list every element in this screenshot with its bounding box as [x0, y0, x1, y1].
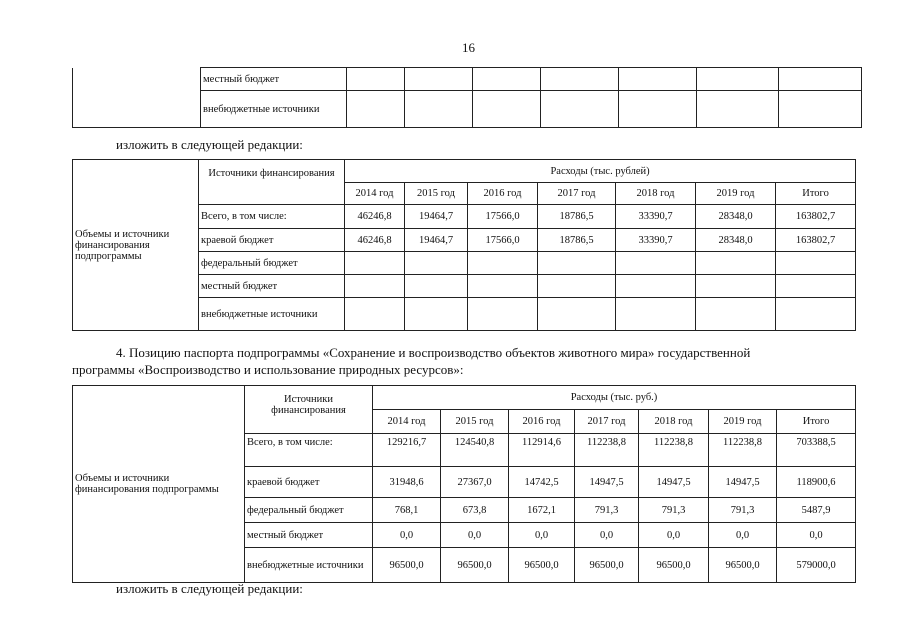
value-cell: 14742,5	[509, 467, 575, 498]
row-label: внебюджетные источники	[245, 548, 373, 583]
value-cell: 579000,0	[777, 548, 856, 583]
paragraph-4-line-2: программы «Воспроизводство и использование природных ресурсов»:	[72, 362, 464, 377]
row-label: краевой бюджет	[245, 467, 373, 498]
value-cell: 33390,7	[616, 229, 696, 252]
redaction-text-2: изложить в следующей редакции:	[116, 581, 303, 596]
paragraph-4-line-1: 4. Позицию паспорта подпрограммы «Сохранение и воспроизводство объектов животного мира» государственной	[116, 345, 751, 360]
value-cell: 46246,8	[345, 229, 405, 252]
year-header: 2017 год	[575, 410, 639, 434]
empty-cell	[73, 91, 201, 128]
redaction-text-1: изложить в следующей редакции:	[116, 137, 303, 152]
page-number: 16	[462, 40, 475, 55]
expenses-header: Расходы (тыс. руб.)	[373, 386, 856, 410]
expenses-header: Расходы (тыс. рублей)	[345, 160, 856, 183]
value-cell: 0,0	[373, 523, 441, 548]
value-cell: 33390,7	[616, 205, 696, 229]
year-header: 2019 год	[709, 410, 777, 434]
year-header: 2017 год	[538, 183, 616, 205]
left-label: Объемы и источники финансирования подпрограммы	[73, 160, 199, 331]
value-cell: 0,0	[777, 523, 856, 548]
value-cell: 791,3	[575, 498, 639, 523]
value-cell: 163802,7	[776, 205, 856, 229]
row-label: Всего, в том числе:	[245, 434, 373, 467]
value-cell: 118900,6	[777, 467, 856, 498]
left-label: Объемы и источники финансирования подпрограммы	[73, 386, 245, 583]
value-cell: 0,0	[709, 523, 777, 548]
header-row	[73, 160, 856, 183]
row-label: краевой бюджет	[199, 229, 345, 252]
sources-header: Источники финансирования	[199, 160, 345, 205]
empty-cell	[73, 68, 201, 91]
year-header: 2015 год	[441, 410, 509, 434]
value-cell: 96500,0	[639, 548, 709, 583]
sources-header: Источники финансирования	[245, 386, 373, 434]
total-header: Итого	[777, 410, 856, 434]
value-cell: 163802,7	[776, 229, 856, 252]
header-row	[73, 386, 856, 410]
top-continuation-table	[72, 67, 862, 128]
value-cell: 31948,6	[373, 467, 441, 498]
year-header: 2018 год	[616, 183, 696, 205]
value-cell: 0,0	[575, 523, 639, 548]
value-cell: 0,0	[441, 523, 509, 548]
year-header: 2014 год	[373, 410, 441, 434]
value-cell: 112914,6	[509, 434, 575, 467]
value-cell: 18786,5	[538, 205, 616, 229]
value-cell: 28348,0	[696, 205, 776, 229]
row-label: внебюджетные источники	[199, 298, 345, 331]
row-label: местный бюджет	[201, 68, 347, 91]
value-cell: 791,3	[639, 498, 709, 523]
value-cell: 17566,0	[468, 229, 538, 252]
row-label: местный бюджет	[199, 275, 345, 298]
table-row	[73, 68, 862, 91]
budget-table-2	[72, 385, 856, 583]
row-label: Всего, в том числе:	[199, 205, 345, 229]
value-cell: 1672,1	[509, 498, 575, 523]
budget-table-1	[72, 159, 856, 331]
value-cell: 28348,0	[696, 229, 776, 252]
row-label: внебюджетные источники	[201, 91, 347, 128]
year-header: 2018 год	[639, 410, 709, 434]
value-cell: 46246,8	[345, 205, 405, 229]
value-cell: 112238,8	[709, 434, 777, 467]
year-header: 2016 год	[509, 410, 575, 434]
value-cell: 18786,5	[538, 229, 616, 252]
value-cell: 673,8	[441, 498, 509, 523]
year-header: 2014 год	[345, 183, 405, 205]
value-cell: 0,0	[639, 523, 709, 548]
year-header: 2016 год	[468, 183, 538, 205]
value-cell: 19464,7	[405, 205, 468, 229]
value-cell: 5487,9	[777, 498, 856, 523]
value-cell: 14947,5	[709, 467, 777, 498]
value-cell: 19464,7	[405, 229, 468, 252]
total-header: Итого	[776, 183, 856, 205]
value-cell: 129216,7	[373, 434, 441, 467]
value-cell: 768,1	[373, 498, 441, 523]
year-header: 2019 год	[696, 183, 776, 205]
row-label: федеральный бюджет	[245, 498, 373, 523]
value-cell: 703388,5	[777, 434, 856, 467]
table-row	[73, 91, 862, 128]
row-label: местный бюджет	[245, 523, 373, 548]
value-cell: 124540,8	[441, 434, 509, 467]
value-cell: 0,0	[509, 523, 575, 548]
value-cell: 14947,5	[639, 467, 709, 498]
row-label: федеральный бюджет	[199, 252, 345, 275]
year-header: 2015 год	[405, 183, 468, 205]
value-cell: 27367,0	[441, 467, 509, 498]
value-cell: 14947,5	[575, 467, 639, 498]
value-cell: 96500,0	[509, 548, 575, 583]
value-cell: 791,3	[709, 498, 777, 523]
value-cell: 96500,0	[709, 548, 777, 583]
value-cell: 112238,8	[639, 434, 709, 467]
value-cell: 96500,0	[575, 548, 639, 583]
value-cell: 17566,0	[468, 205, 538, 229]
value-cell: 112238,8	[575, 434, 639, 467]
value-cell: 96500,0	[441, 548, 509, 583]
value-cell: 96500,0	[373, 548, 441, 583]
